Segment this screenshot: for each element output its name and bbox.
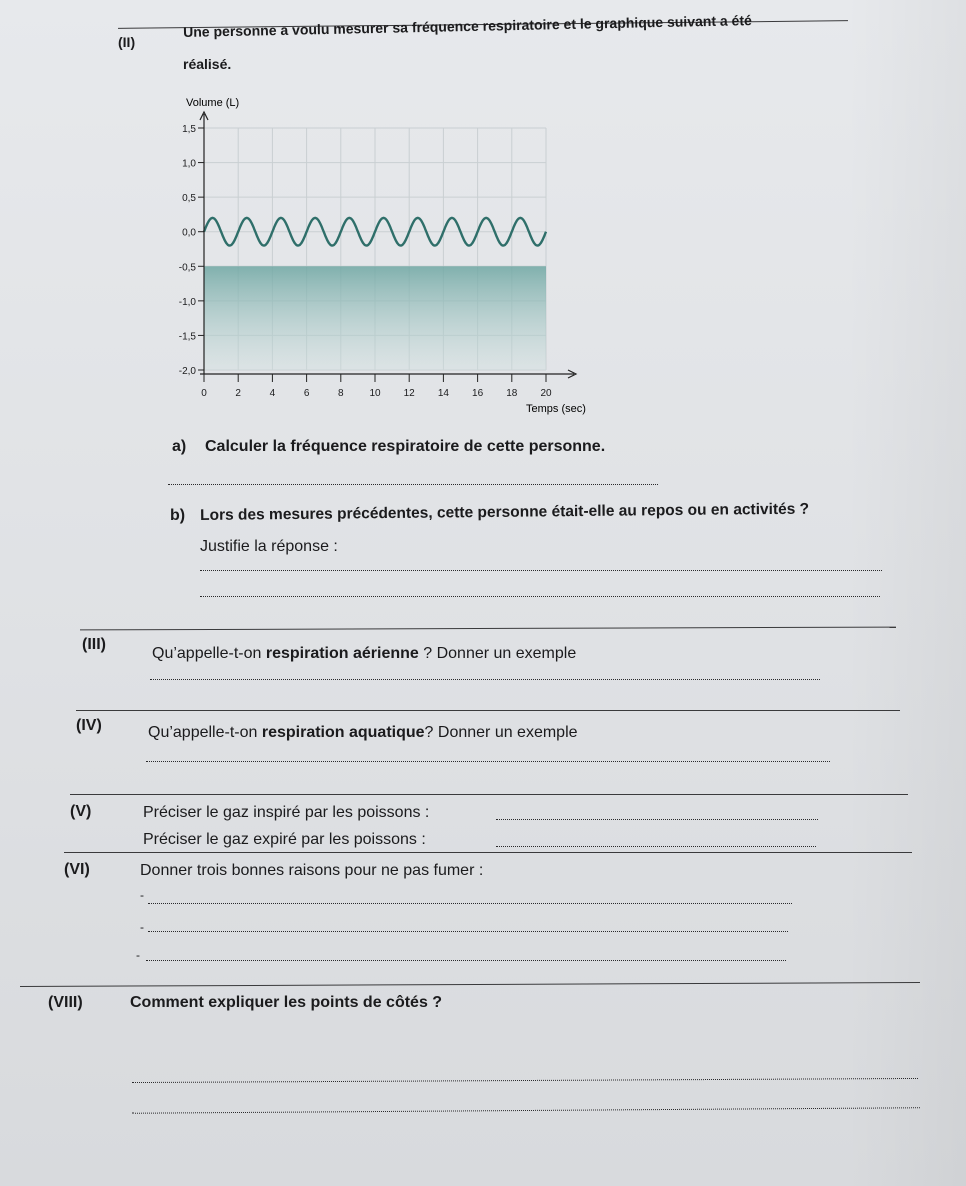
answer-line-8b[interactable]: [132, 1107, 920, 1114]
divider-8: [20, 982, 920, 987]
answer-line-6c[interactable]: [146, 960, 786, 961]
x-tick-label: 16: [472, 388, 484, 399]
x-tick-label: 2: [235, 388, 241, 399]
respiration-chart: [150, 88, 610, 428]
section-8-text: Comment expliquer les points de côtés ?: [130, 994, 443, 1011]
section-6-number: (VI): [64, 861, 90, 878]
section-3-term: respiration aérienne: [265, 645, 419, 662]
paper-shadow: [846, 0, 966, 1186]
question-b-text: Lors des mesures précédentes, cette personne était-elle au repos ou en activités ?: [200, 500, 810, 524]
section-5-number: (V): [70, 803, 92, 820]
y-tick-label: 1,5: [182, 124, 196, 135]
section-2-intro-line2: réalisé.: [183, 56, 232, 72]
question-b-justify: Justifie la réponse :: [200, 538, 338, 555]
answer-line-6b[interactable]: [148, 931, 788, 932]
y-tick-label: -0,5: [178, 262, 196, 274]
section-3-text: [152, 645, 576, 663]
answer-line-8a[interactable]: [132, 1078, 918, 1083]
x-tick-label: 4: [269, 388, 276, 399]
x-axis-label: Temps (sec): [526, 403, 586, 415]
section-8-number: (VIII): [48, 994, 83, 1011]
x-tick-labels: [201, 374, 552, 399]
section-5-line2: Préciser le gaz expiré par les poissons :: [143, 831, 426, 848]
chart-shaded-area: [204, 266, 546, 370]
question-b-label: b): [170, 507, 186, 524]
x-tick-label: 10: [369, 388, 381, 399]
section-5-line1: Préciser le gaz inspiré par les poissons :: [143, 804, 430, 821]
x-tick-label: 14: [437, 388, 449, 399]
section-2-intro-line1: Une personne a voulu mesurer sa fréquence respiratoire et le graphique suivant a été: [183, 12, 752, 40]
section-3-text-before: Qu’appelle-t-on: [152, 645, 266, 662]
x-tick-label: 12: [403, 388, 415, 399]
answer-line-a[interactable]: [168, 484, 658, 485]
answer-line-3[interactable]: [150, 679, 820, 680]
section-2-number: (II): [118, 34, 136, 50]
y-tick-labels: [179, 124, 204, 377]
x-tick-label: 8: [338, 388, 344, 399]
x-tick-label: 20: [540, 388, 552, 399]
y-tick-label: -2,0: [178, 366, 196, 377]
answer-line-5a[interactable]: [496, 819, 818, 820]
section-3-number: (III): [82, 636, 106, 653]
answer-line-5b[interactable]: [496, 846, 816, 847]
answer-line-6a[interactable]: [148, 903, 792, 904]
y-tick-label: 1,0: [182, 158, 196, 170]
answer-line-4[interactable]: [146, 761, 830, 762]
x-tick-label: 6: [303, 388, 310, 399]
section-4-text-before: Qu’appelle-t-on: [148, 724, 262, 741]
section-3-text-after: ? Donner un exemple: [418, 645, 577, 662]
y-tick-label: 0,0: [182, 227, 196, 239]
divider-3: [80, 627, 896, 631]
section-6-bullet-2: -: [140, 920, 144, 934]
section-6-text: Donner trois bonnes raisons pour ne pas fumer :: [140, 862, 484, 879]
y-tick-label: 0,5: [182, 193, 196, 205]
section-6-bullet-1: -: [140, 888, 144, 902]
divider-6: [64, 852, 912, 853]
section-4-term: respiration aquatique: [261, 724, 425, 741]
section-4-text-after: ? Donner un exemple: [424, 724, 578, 741]
y-axis-label: Volume (L): [186, 97, 240, 109]
x-tick-label: 18: [506, 388, 518, 399]
divider-5: [70, 794, 908, 795]
answer-line-b2[interactable]: [200, 596, 880, 597]
question-a-text: Calculer la fréquence respiratoire de cette personne.: [205, 438, 606, 455]
section-6-bullet-3: -: [136, 948, 140, 962]
section-4-number: (IV): [76, 717, 102, 734]
y-tick-label: -1,5: [178, 331, 196, 343]
question-a-label: a): [172, 438, 187, 455]
answer-line-b1[interactable]: [200, 570, 882, 571]
x-tick-label: 0: [201, 388, 207, 399]
section-4-text: [148, 724, 578, 742]
y-tick-label: -1,0: [178, 296, 196, 308]
divider-4: [76, 710, 900, 711]
